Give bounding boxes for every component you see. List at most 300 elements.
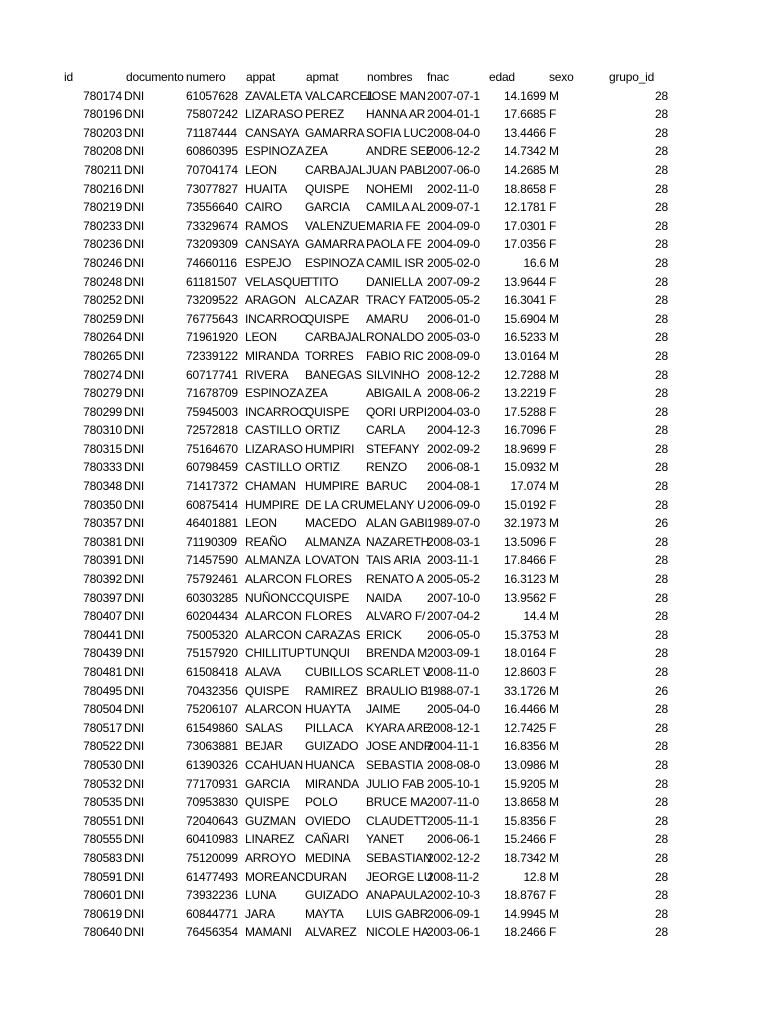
cell-edad[interactable]: 16.3041 xyxy=(504,293,546,308)
cell-id[interactable]: 780522 xyxy=(83,739,122,754)
header-edad[interactable]: edad xyxy=(489,70,515,84)
cell-edad[interactable]: 14.2685 xyxy=(504,162,546,177)
cell-id[interactable]: 780333 xyxy=(83,460,122,475)
cell-grupo-id[interactable]: 28 xyxy=(655,311,668,326)
cell-sexo[interactable]: F xyxy=(549,646,557,661)
cell-documento[interactable]: DNI xyxy=(124,274,145,289)
cell-fnac[interactable]: 2008-09-0 xyxy=(427,348,480,363)
cell-grupo-id[interactable]: 28 xyxy=(655,832,668,847)
cell-appat[interactable]: INCARROC xyxy=(245,311,308,326)
cell-numero[interactable]: 71190309 xyxy=(186,534,237,549)
header-grupo-id[interactable]: grupo_id xyxy=(609,70,655,84)
cell-id[interactable]: 780252 xyxy=(83,293,122,308)
cell-fnac[interactable]: 2004-09-0 xyxy=(427,237,480,252)
cell-numero[interactable]: 61181507 xyxy=(186,274,237,289)
cell-sexo[interactable]: M xyxy=(549,255,559,270)
cell-fnac[interactable]: 2002-11-0 xyxy=(427,181,480,196)
cell-id[interactable]: 780233 xyxy=(83,218,122,233)
cell-sexo[interactable]: F xyxy=(549,404,557,419)
cell-appat[interactable]: HUMPIRE xyxy=(245,497,299,512)
cell-sexo[interactable]: M xyxy=(549,683,559,698)
cell-nombres[interactable]: NAIDA xyxy=(366,590,402,605)
cell-sexo[interactable]: F xyxy=(549,107,557,122)
cell-edad[interactable]: 18.2466 xyxy=(504,925,546,940)
cell-apmat[interactable]: LOVATON xyxy=(305,553,359,568)
cell-nombres[interactable]: BRENDA M xyxy=(366,646,428,661)
cell-fnac[interactable]: 2006-05-0 xyxy=(427,627,480,642)
cell-apmat[interactable]: PEREZ xyxy=(305,107,345,122)
cell-id[interactable]: 780439 xyxy=(83,646,122,661)
cell-sexo[interactable]: M xyxy=(549,460,559,475)
cell-documento[interactable]: DNI xyxy=(124,293,145,308)
cell-grupo-id[interactable]: 28 xyxy=(655,404,668,419)
cell-grupo-id[interactable]: 28 xyxy=(655,460,668,475)
cell-appat[interactable]: ARROYO xyxy=(245,850,296,865)
cell-appat[interactable]: QUISPE xyxy=(245,795,290,810)
cell-grupo-id[interactable]: 28 xyxy=(655,255,668,270)
cell-id[interactable]: 780357 xyxy=(83,516,122,531)
cell-edad[interactable]: 17.0301 xyxy=(504,218,546,233)
cell-numero[interactable]: 73932236 xyxy=(186,888,238,903)
cell-fnac[interactable]: 2008-04-0 xyxy=(427,125,480,140)
cell-documento[interactable]: DNI xyxy=(124,739,145,754)
cell-id[interactable]: 780583 xyxy=(83,850,122,865)
cell-documento[interactable]: DNI xyxy=(124,497,145,512)
cell-sexo[interactable]: F xyxy=(549,441,557,456)
cell-sexo[interactable]: F xyxy=(549,553,557,568)
cell-numero[interactable]: 61477493 xyxy=(186,869,238,884)
cell-fnac[interactable]: 2004-11-1 xyxy=(427,739,480,754)
cell-apmat[interactable]: PILLACA xyxy=(305,720,353,735)
header-nombres[interactable]: nombres xyxy=(367,70,413,84)
cell-id[interactable]: 780397 xyxy=(83,590,122,605)
cell-grupo-id[interactable]: 28 xyxy=(655,423,668,438)
cell-fnac[interactable]: 2003-09-1 xyxy=(427,646,480,661)
cell-numero[interactable]: 61549860 xyxy=(186,720,238,735)
cell-sexo[interactable]: M xyxy=(549,850,559,865)
cell-sexo[interactable]: M xyxy=(549,367,559,382)
cell-apmat[interactable]: FLORES xyxy=(305,572,352,587)
cell-grupo-id[interactable]: 28 xyxy=(655,274,668,289)
cell-edad[interactable]: 15.2466 xyxy=(504,832,546,847)
cell-apmat[interactable]: CARBAJAL xyxy=(305,162,366,177)
cell-documento[interactable]: DNI xyxy=(124,441,145,456)
cell-grupo-id[interactable]: 28 xyxy=(655,609,668,624)
cell-documento[interactable]: DNI xyxy=(124,348,145,363)
cell-edad[interactable]: 16.6 xyxy=(523,255,546,270)
cell-appat[interactable]: LIZARASO xyxy=(245,107,303,122)
cell-apmat[interactable]: QUISPE xyxy=(305,590,350,605)
cell-apmat[interactable]: TTITO xyxy=(305,274,339,289)
cell-documento[interactable]: DNI xyxy=(124,869,145,884)
cell-numero[interactable]: 72572818 xyxy=(186,423,238,438)
cell-grupo-id[interactable]: 26 xyxy=(655,683,668,698)
cell-documento[interactable]: DNI xyxy=(124,665,145,679)
cell-edad[interactable]: 12.8603 xyxy=(504,665,546,679)
cell-nombres[interactable]: HANNA AR xyxy=(366,107,426,122)
cell-edad[interactable]: 13.9562 xyxy=(504,590,546,605)
cell-grupo-id[interactable]: 28 xyxy=(655,888,668,903)
cell-appat[interactable]: RIVERA xyxy=(245,367,289,382)
cell-apmat[interactable]: QUISPE xyxy=(305,181,350,196)
cell-nombres[interactable]: CLAUDETT xyxy=(366,813,428,828)
cell-grupo-id[interactable]: 28 xyxy=(655,646,668,661)
cell-nombres[interactable]: SCARLET V xyxy=(366,665,431,679)
cell-id[interactable]: 780481 xyxy=(83,665,122,679)
cell-documento[interactable]: DNI xyxy=(124,255,145,270)
cell-sexo[interactable]: M xyxy=(549,906,559,921)
cell-apmat[interactable]: POLO xyxy=(305,795,338,810)
cell-edad[interactable]: 15.9205 xyxy=(504,776,546,791)
cell-edad[interactable]: 16.3123 xyxy=(504,572,546,587)
cell-appat[interactable]: LEON xyxy=(245,516,277,531)
cell-edad[interactable]: 18.8658 xyxy=(504,181,546,196)
cell-edad[interactable]: 14.9945 xyxy=(504,906,546,921)
cell-appat[interactable]: MIRANDA xyxy=(245,348,299,363)
cell-nombres[interactable]: CAMILA AL xyxy=(366,200,426,215)
cell-documento[interactable]: DNI xyxy=(124,888,145,903)
cell-documento[interactable]: DNI xyxy=(124,906,145,921)
cell-sexo[interactable]: M xyxy=(549,739,559,754)
cell-edad[interactable]: 14.4 xyxy=(523,609,546,624)
cell-sexo[interactable]: M xyxy=(549,516,559,531)
cell-nombres[interactable]: QORI URPI xyxy=(366,404,427,419)
cell-appat[interactable]: ESPINOZA xyxy=(245,386,305,401)
cell-apmat[interactable]: RAMIREZ xyxy=(305,683,358,698)
cell-documento[interactable]: DNI xyxy=(124,404,145,419)
cell-edad[interactable]: 15.6904 xyxy=(504,311,546,326)
cell-documento[interactable]: DNI xyxy=(124,423,145,438)
cell-id[interactable]: 780208 xyxy=(83,144,122,159)
cell-grupo-id[interactable]: 28 xyxy=(655,497,668,512)
cell-appat[interactable]: VELASQUE xyxy=(245,274,309,289)
cell-fnac[interactable]: 1988-07-1 xyxy=(427,683,480,698)
cell-grupo-id[interactable]: 28 xyxy=(655,553,668,568)
cell-edad[interactable]: 12.8 xyxy=(523,869,546,884)
cell-id[interactable]: 780517 xyxy=(83,720,122,735)
cell-appat[interactable]: MOREANC xyxy=(245,869,305,884)
cell-fnac[interactable]: 2006-01-0 xyxy=(427,311,480,326)
cell-edad[interactable]: 13.5096 xyxy=(504,534,546,549)
cell-fnac[interactable]: 2004-09-0 xyxy=(427,218,480,233)
cell-documento[interactable]: DNI xyxy=(124,850,145,865)
cell-grupo-id[interactable]: 28 xyxy=(655,386,668,401)
cell-fnac[interactable]: 2008-11-0 xyxy=(427,665,480,679)
cell-documento[interactable]: DNI xyxy=(124,627,145,642)
cell-grupo-id[interactable]: 28 xyxy=(655,906,668,921)
cell-sexo[interactable]: M xyxy=(549,572,559,587)
cell-sexo[interactable]: F xyxy=(549,534,557,549)
cell-apmat[interactable]: HUANCA xyxy=(305,757,355,772)
cell-nombres[interactable]: JULIO FAB xyxy=(366,776,425,791)
cell-edad[interactable]: 12.7288 xyxy=(504,367,546,382)
cell-grupo-id[interactable]: 28 xyxy=(655,869,668,884)
cell-grupo-id[interactable]: 26 xyxy=(655,516,668,531)
cell-numero[interactable]: 46401881 xyxy=(186,516,238,531)
cell-numero[interactable]: 73209522 xyxy=(186,293,238,308)
cell-fnac[interactable]: 2008-11-2 xyxy=(427,869,480,884)
cell-id[interactable]: 780551 xyxy=(83,813,122,828)
cell-documento[interactable]: DNI xyxy=(124,683,145,698)
cell-id[interactable]: 780392 xyxy=(83,572,122,587)
cell-numero[interactable]: 76775643 xyxy=(186,311,238,326)
header-numero[interactable]: numero xyxy=(186,70,226,84)
cell-numero[interactable]: 72040643 xyxy=(186,813,238,828)
cell-appat[interactable]: CHILLITUP xyxy=(245,646,305,661)
cell-grupo-id[interactable]: 28 xyxy=(655,88,668,103)
cell-appat[interactable]: CANSAYA xyxy=(245,237,300,252)
cell-nombres[interactable]: RENZO xyxy=(366,460,408,475)
cell-apmat[interactable]: HUMPIRI xyxy=(305,441,355,456)
cell-documento[interactable]: DNI xyxy=(124,162,145,177)
cell-numero[interactable]: 75792461 xyxy=(186,572,238,587)
cell-fnac[interactable]: 2006-06-1 xyxy=(427,832,480,847)
cell-grupo-id[interactable]: 28 xyxy=(655,348,668,363)
cell-apmat[interactable]: MIRANDA xyxy=(305,776,359,791)
cell-sexo[interactable]: F xyxy=(549,293,557,308)
cell-numero[interactable]: 60798459 xyxy=(186,460,238,475)
cell-nombres[interactable]: SEBASTIAN xyxy=(366,850,432,865)
cell-appat[interactable]: ALARCON xyxy=(245,572,302,587)
cell-sexo[interactable]: M xyxy=(549,348,559,363)
cell-fnac[interactable]: 2007-09-2 xyxy=(427,274,480,289)
cell-id[interactable]: 780495 xyxy=(83,683,122,698)
cell-fnac[interactable]: 2002-09-2 xyxy=(427,441,480,456)
cell-fnac[interactable]: 2006-08-1 xyxy=(427,460,480,475)
cell-edad[interactable]: 13.2219 xyxy=(504,386,546,401)
cell-edad[interactable]: 15.8356 xyxy=(504,813,546,828)
cell-apmat[interactable]: HUMPIRE xyxy=(305,479,359,494)
cell-nombres[interactable]: LUIS GABR xyxy=(366,906,429,921)
cell-sexo[interactable]: M xyxy=(549,757,559,772)
cell-nombres[interactable]: SILVINHO xyxy=(366,367,420,382)
cell-sexo[interactable]: M xyxy=(549,627,559,642)
cell-nombres[interactable]: KYARA ARE xyxy=(366,720,431,735)
cell-numero[interactable]: 60860395 xyxy=(186,144,238,159)
cell-id[interactable]: 780407 xyxy=(83,609,122,624)
cell-nombres[interactable]: ANDRE SEE xyxy=(366,144,434,159)
header-sexo[interactable]: sexo xyxy=(549,70,574,84)
cell-numero[interactable]: 60303285 xyxy=(186,590,238,605)
cell-edad[interactable]: 13.8658 xyxy=(504,795,546,810)
cell-numero[interactable]: 60204434 xyxy=(186,609,238,624)
cell-appat[interactable]: RAMOS xyxy=(245,218,289,233)
cell-documento[interactable]: DNI xyxy=(124,200,145,215)
cell-edad[interactable]: 15.0192 xyxy=(504,497,546,512)
cell-grupo-id[interactable]: 28 xyxy=(655,218,668,233)
cell-nombres[interactable]: FABIO RIC xyxy=(366,348,424,363)
cell-apmat[interactable]: ALCAZAR xyxy=(305,293,359,308)
cell-nombres[interactable]: RONALDO xyxy=(366,330,424,345)
cell-grupo-id[interactable]: 28 xyxy=(655,572,668,587)
cell-grupo-id[interactable]: 28 xyxy=(655,293,668,308)
cell-appat[interactable]: ZAVALETA xyxy=(245,88,303,103)
cell-appat[interactable]: REAÑO xyxy=(245,534,287,549)
header-apmat[interactable]: apmat xyxy=(306,70,339,84)
cell-id[interactable]: 780264 xyxy=(83,330,122,345)
cell-nombres[interactable]: JOSE ANDR xyxy=(366,739,433,754)
cell-documento[interactable]: DNI xyxy=(124,702,145,717)
cell-nombres[interactable]: ALVARO F/ xyxy=(366,609,426,624)
cell-numero[interactable]: 60875414 xyxy=(186,497,238,512)
cell-documento[interactable]: DNI xyxy=(124,330,145,345)
cell-fnac[interactable]: 2004-03-0 xyxy=(427,404,480,419)
cell-id[interactable]: 780274 xyxy=(83,367,122,382)
cell-numero[interactable]: 61057628 xyxy=(186,88,238,103)
cell-nombres[interactable]: BARUC xyxy=(366,479,408,494)
cell-grupo-id[interactable]: 28 xyxy=(655,237,668,252)
cell-edad[interactable]: 17.8466 xyxy=(504,553,546,568)
cell-edad[interactable]: 15.0932 xyxy=(504,460,546,475)
cell-nombres[interactable]: BRUCE MA xyxy=(366,795,428,810)
cell-grupo-id[interactable]: 28 xyxy=(655,125,668,140)
cell-nombres[interactable]: ALAN GABI xyxy=(366,516,428,531)
cell-edad[interactable]: 17.0356 xyxy=(504,237,546,252)
cell-nombres[interactable]: JUAN PABL xyxy=(366,162,429,177)
cell-documento[interactable]: DNI xyxy=(124,795,145,810)
cell-id[interactable]: 780265 xyxy=(83,348,122,363)
cell-id[interactable]: 780236 xyxy=(83,237,122,252)
cell-fnac[interactable]: 2002-10-3 xyxy=(427,888,480,903)
cell-grupo-id[interactable]: 28 xyxy=(655,181,668,196)
cell-fnac[interactable]: 2006-12-2 xyxy=(427,144,480,159)
cell-appat[interactable]: CASTILLO xyxy=(245,460,302,475)
cell-nombres[interactable]: BRAULIO B xyxy=(366,683,429,698)
cell-numero[interactable]: 73063881 xyxy=(186,739,238,754)
cell-documento[interactable]: DNI xyxy=(124,88,145,103)
cell-nombres[interactable]: MELANY U xyxy=(366,497,426,512)
cell-documento[interactable]: DNI xyxy=(124,534,145,549)
cell-appat[interactable]: CCAHUAN xyxy=(245,757,303,772)
cell-fnac[interactable]: 2005-05-2 xyxy=(427,572,480,587)
cell-id[interactable]: 780601 xyxy=(83,888,122,903)
cell-sexo[interactable]: M xyxy=(549,330,559,345)
cell-nombres[interactable]: ABIGAIL A xyxy=(366,386,422,401)
cell-id[interactable]: 780530 xyxy=(83,757,122,772)
cell-documento[interactable]: DNI xyxy=(124,144,145,159)
cell-fnac[interactable]: 2005-04-0 xyxy=(427,702,480,717)
cell-fnac[interactable]: 2008-12-1 xyxy=(427,720,480,735)
cell-appat[interactable]: JARA xyxy=(245,906,275,921)
cell-apmat[interactable]: MAYTA xyxy=(305,906,344,921)
cell-appat[interactable]: ALARCON xyxy=(245,627,302,642)
cell-id[interactable]: 780532 xyxy=(83,776,122,791)
cell-grupo-id[interactable]: 28 xyxy=(655,850,668,865)
cell-apmat[interactable]: ZEA xyxy=(305,144,328,159)
cell-documento[interactable]: DNI xyxy=(124,479,145,494)
cell-numero[interactable]: 74660116 xyxy=(186,255,237,270)
cell-edad[interactable]: 14.7342 xyxy=(504,144,546,159)
cell-apmat[interactable]: ZEA xyxy=(305,386,328,401)
cell-numero[interactable]: 71417372 xyxy=(186,479,238,494)
cell-appat[interactable]: MAMANI xyxy=(245,925,292,940)
cell-sexo[interactable]: M xyxy=(549,869,559,884)
cell-numero[interactable]: 77170931 xyxy=(186,776,238,791)
cell-documento[interactable]: DNI xyxy=(124,311,145,326)
cell-sexo[interactable]: F xyxy=(549,181,557,196)
cell-numero[interactable]: 70953830 xyxy=(186,795,238,810)
cell-appat[interactable]: ALARCON xyxy=(245,702,302,717)
cell-apmat[interactable]: GUIZADO xyxy=(305,888,359,903)
cell-sexo[interactable]: F xyxy=(549,720,557,735)
cell-documento[interactable]: DNI xyxy=(124,218,145,233)
cell-numero[interactable]: 72339122 xyxy=(186,348,238,363)
cell-grupo-id[interactable]: 28 xyxy=(655,479,668,494)
cell-apmat[interactable]: VALCARCEL xyxy=(305,88,374,103)
cell-sexo[interactable]: M xyxy=(549,162,559,177)
cell-numero[interactable]: 60844771 xyxy=(186,906,238,921)
cell-fnac[interactable]: 1989-07-0 xyxy=(427,516,480,531)
cell-documento[interactable]: DNI xyxy=(124,832,145,847)
cell-documento[interactable]: DNI xyxy=(124,925,145,940)
cell-appat[interactable]: GUZMAN xyxy=(245,813,296,828)
cell-numero[interactable]: 75945003 xyxy=(186,404,238,419)
cell-id[interactable]: 780259 xyxy=(83,311,122,326)
cell-fnac[interactable]: 2005-11-1 xyxy=(427,813,480,828)
cell-id[interactable]: 780391 xyxy=(83,553,122,568)
cell-numero[interactable]: 70432356 xyxy=(186,683,238,698)
cell-grupo-id[interactable]: 28 xyxy=(655,720,668,735)
cell-edad[interactable]: 13.0164 xyxy=(504,348,546,363)
cell-grupo-id[interactable]: 28 xyxy=(655,776,668,791)
cell-id[interactable]: 780310 xyxy=(83,423,122,438)
cell-fnac[interactable]: 2007-06-0 xyxy=(427,162,480,177)
cell-apmat[interactable]: TORRES xyxy=(305,348,354,363)
cell-id[interactable]: 780591 xyxy=(83,869,122,884)
cell-numero[interactable]: 73329674 xyxy=(186,218,238,233)
cell-fnac[interactable]: 2007-11-0 xyxy=(427,795,480,810)
cell-numero[interactable]: 75005320 xyxy=(186,627,238,642)
cell-id[interactable]: 780555 xyxy=(83,832,122,847)
cell-apmat[interactable]: BANEGAS xyxy=(305,367,362,382)
cell-id[interactable]: 780174 xyxy=(83,88,122,103)
cell-grupo-id[interactable]: 28 xyxy=(655,162,668,177)
cell-sexo[interactable]: F xyxy=(549,423,557,438)
cell-apmat[interactable]: CARAZAS xyxy=(305,627,361,642)
cell-numero[interactable]: 71678709 xyxy=(186,386,238,401)
cell-id[interactable]: 780248 xyxy=(83,274,122,289)
cell-id[interactable]: 780315 xyxy=(83,441,122,456)
cell-apmat[interactable]: GAMARRA xyxy=(305,237,365,252)
cell-grupo-id[interactable]: 28 xyxy=(655,739,668,754)
cell-edad[interactable]: 16.8356 xyxy=(504,739,546,754)
cell-nombres[interactable]: YANET xyxy=(366,832,405,847)
cell-appat[interactable]: ARAGON xyxy=(245,293,296,308)
cell-apmat[interactable]: GAMARRA xyxy=(305,125,365,140)
cell-numero[interactable]: 61390326 xyxy=(186,757,238,772)
cell-edad[interactable]: 17.5288 xyxy=(504,404,546,419)
cell-numero[interactable]: 76456354 xyxy=(186,925,238,940)
cell-numero[interactable]: 75120099 xyxy=(186,850,238,865)
cell-fnac[interactable]: 2004-08-1 xyxy=(427,479,480,494)
cell-grupo-id[interactable]: 28 xyxy=(655,107,668,122)
cell-nombres[interactable]: CAMIL ISR xyxy=(366,255,424,270)
cell-id[interactable]: 780216 xyxy=(83,181,122,196)
cell-edad[interactable]: 32.1973 xyxy=(504,516,546,531)
cell-sexo[interactable]: F xyxy=(549,125,557,140)
cell-nombres[interactable]: JOSE MAN xyxy=(366,88,426,103)
cell-nombres[interactable]: SEBASTIA xyxy=(366,757,424,772)
cell-id[interactable]: 780279 xyxy=(83,386,122,401)
cell-apmat[interactable]: ALVAREZ xyxy=(305,925,357,940)
cell-nombres[interactable]: JEORGE LU xyxy=(366,869,433,884)
cell-id[interactable]: 780196 xyxy=(83,107,122,122)
cell-grupo-id[interactable]: 28 xyxy=(655,665,668,679)
cell-apmat[interactable]: ESPINOZA xyxy=(305,255,365,270)
cell-appat[interactable]: CANSAYA xyxy=(245,125,300,140)
cell-sexo[interactable]: M xyxy=(549,776,559,791)
cell-id[interactable]: 780619 xyxy=(83,906,122,921)
